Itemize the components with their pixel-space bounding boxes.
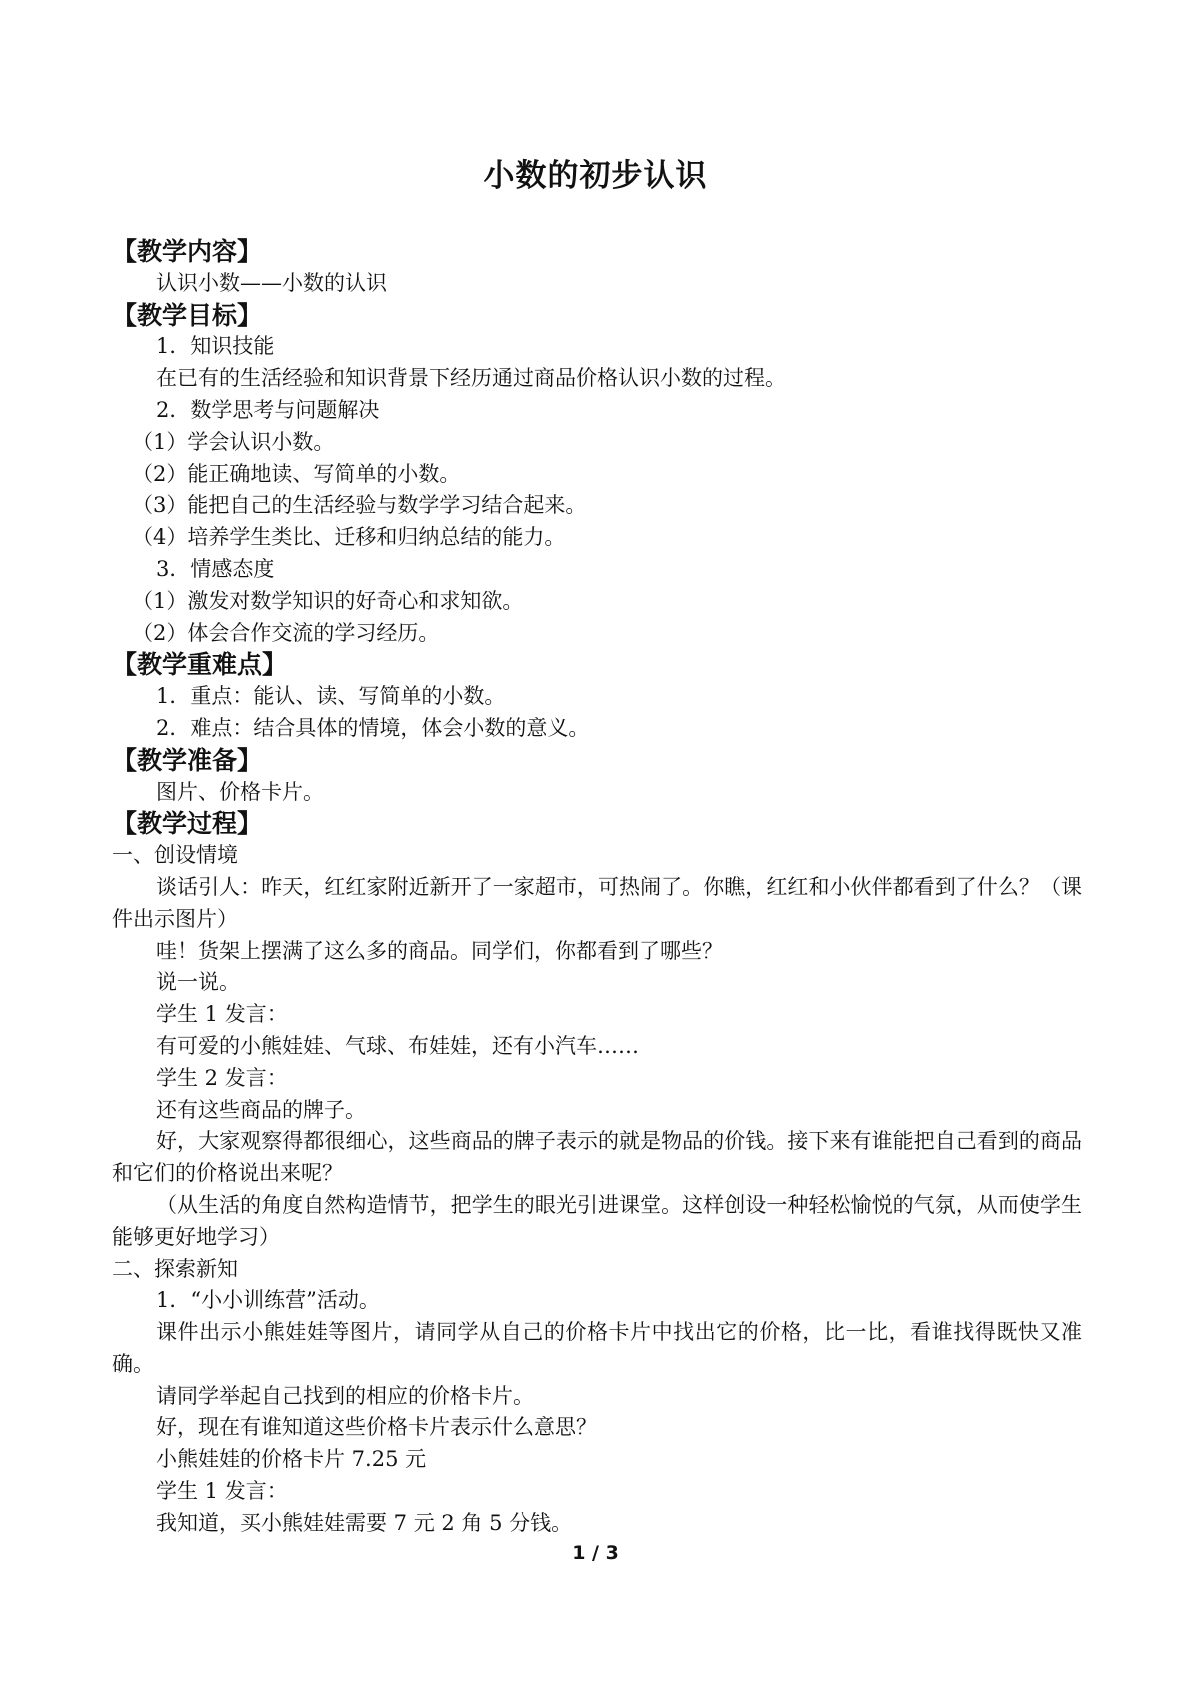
paragraph-line: 学生 1 发言： bbox=[156, 1002, 288, 1027]
paragraph-line: 认识小数——小数的认识 bbox=[156, 270, 387, 295]
paragraph: 好，大家观察得都很细心，这些商品的牌子表示的就是物品的价钱。接下来有谁能把自己看到的商品和它们的价格说出来呢？ bbox=[112, 1129, 1082, 1186]
paragraph-line: 请同学举起自己找到的相应的价格卡片。 bbox=[156, 1383, 534, 1408]
list-item: （2）体会合作交流的学习经历。 bbox=[132, 620, 440, 645]
paragraph-line: 2．数学思考与问题解决 bbox=[156, 397, 380, 422]
list-item: （1）学会认识小数。 bbox=[132, 429, 335, 454]
paragraph: （从生活的角度自然构造情节，把学生的眼光引进课堂。这样创设一种轻松愉悦的气氛，从而使学生能够更好地学习） bbox=[112, 1192, 1082, 1249]
paragraph-line: 在已有的生活经验和知识背景下经历通过商品价格认识小数的过程。 bbox=[156, 366, 786, 391]
document-body bbox=[112, 236, 1082, 1540]
paragraph-line: 说一说。 bbox=[156, 970, 240, 995]
list-item: （1）激发对数学知识的好奇心和求知欲。 bbox=[132, 588, 524, 613]
section-heading: 【教学内容】 bbox=[112, 237, 263, 266]
subsection-heading: 一、创设情境 bbox=[112, 843, 238, 868]
subsection-heading: 二、探索新知 bbox=[112, 1256, 238, 1281]
list-item: （4）培养学生类比、迁移和归纳总结的能力。 bbox=[132, 525, 566, 550]
list-item: （2）能正确地读、写简单的小数。 bbox=[132, 461, 461, 486]
page-number: 1 / 3 bbox=[572, 1542, 619, 1564]
document-title: 小数的初步认识 bbox=[483, 158, 708, 194]
paragraph-line: 有可爱的小熊娃娃、气球、布娃娃，还有小汽车…… bbox=[156, 1033, 639, 1058]
paragraph-line: 哇！货架上摆满了这么多的商品。同学们，你都看到了哪些？ bbox=[156, 938, 723, 963]
paragraph-line: 好，现在有谁知道这些价格卡片表示什么意思？ bbox=[156, 1415, 597, 1440]
paragraph-line: 还有这些商品的牌子。 bbox=[156, 1097, 366, 1122]
section-heading: 【教学重难点】 bbox=[112, 650, 288, 680]
paragraph-line: 3．情感态度 bbox=[156, 556, 275, 581]
list-item: （3）能把自己的生活经验与数学学习结合起来。 bbox=[132, 493, 587, 518]
paragraph-line: 图片、价格卡片。 bbox=[156, 779, 324, 804]
paragraph-line: 1．知识技能 bbox=[156, 334, 275, 359]
section-heading: 【教学目标】 bbox=[112, 300, 263, 330]
section-heading: 【教学过程】 bbox=[112, 809, 263, 839]
section-heading: 【教学准备】 bbox=[112, 745, 263, 775]
paragraph-line: 我知道，买小熊娃娃需要 7 元 2 角 5 分钱。 bbox=[156, 1510, 573, 1535]
paragraph-line: 2．难点：结合具体的情境，体会小数的意义。 bbox=[156, 715, 590, 740]
paragraph: 课件出示小熊娃娃等图片，请同学从自己的价格卡片中找出它的价格，比一比，看谁找得既快又准确。 bbox=[112, 1320, 1082, 1376]
paragraph-line: 1．重点：能认、读、写简单的小数。 bbox=[156, 684, 506, 709]
paragraph-line: 小熊娃娃的价格卡片 7.25 元 bbox=[156, 1447, 427, 1472]
paragraph-line: 1．“小小训练营”活动。 bbox=[156, 1288, 380, 1313]
paragraph: 谈话引人：昨天，红红家附近新开了一家超市，可热闹了。你瞧，红红和小伙伴都看到了什么？（课件出示图片） bbox=[112, 874, 1082, 931]
paragraph-line: 学生 2 发言： bbox=[156, 1065, 288, 1090]
paragraph-line: 学生 1 发言： bbox=[156, 1479, 288, 1504]
